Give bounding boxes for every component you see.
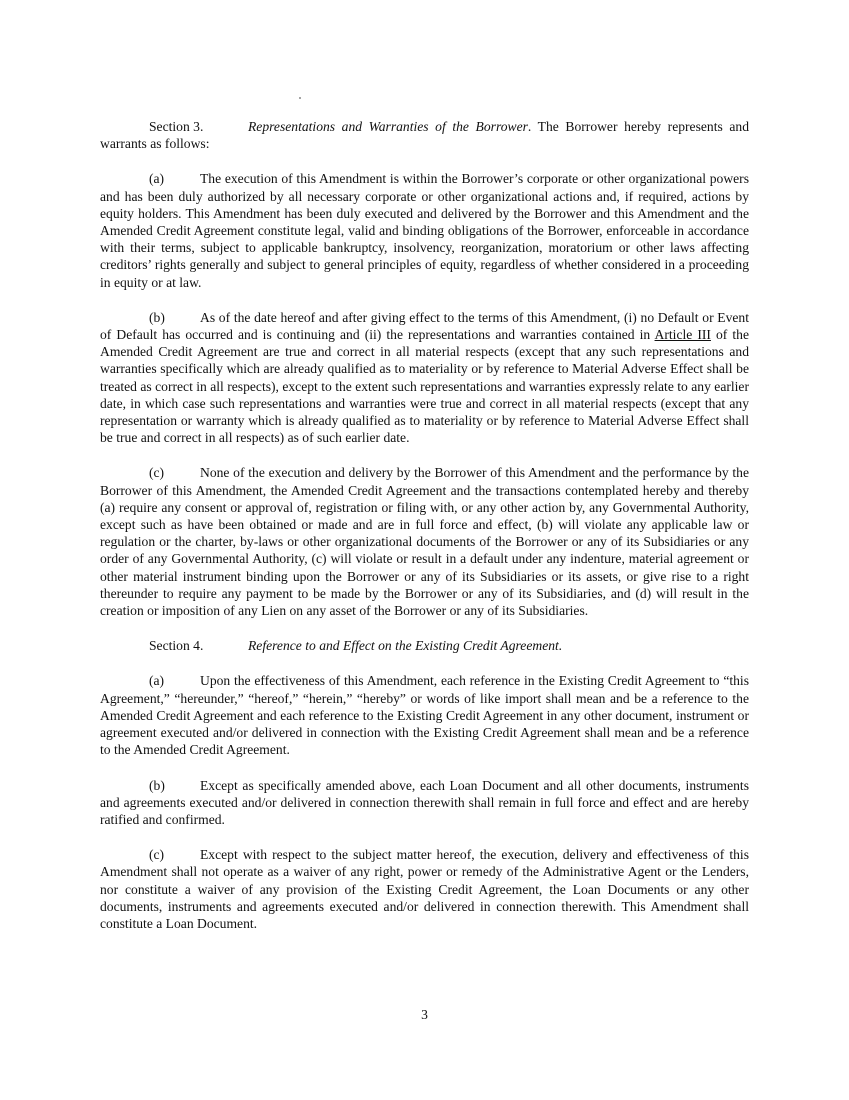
item-label: (c) [149,465,165,481]
section-4-number: Section 4. [149,638,204,654]
section-4-heading [100,637,749,654]
section-3-heading [100,118,749,152]
item-text: Except as specifically amended above, each Loan Document and all other documents, instruments and agreements executed and/or delivered in connection therewith shall remain in full force and effect and are hereby ratified and confirmed. [100,777,749,827]
item-label: (c) [149,847,165,863]
article-iii-reference: Article III [654,327,711,343]
item-text: Except with respect to the subject matter hereof, the execution, delivery and effectiveness of this Amendment shall not operate as a waiver of any right, power or remedy of the Administrative Agent or the Lenders, nor constitute a waiver of any provision of the Existing Credit Agreement, the Loan Documents or any other documents, instruments and agreements executed and/or delivered in connection therewith. This Amendment shall constitute a Loan Document. [100,847,749,931]
section-4-item-c [100,846,749,932]
section-3-item-b [100,309,749,447]
item-text: None of the execution and delivery by the Borrower of this Amendment and the performance by the Borrower of this Amendment, the Amended Credit Agreement and the transactions contemplated hereby and thereby (a) require any consent or approval of, registration or filing with, or any other action by, any Governmental Authority, except such as have been obtained or made and are in full force and effect, (b) will violate any applicable law or regulation or the charter, by-laws or other organizational documents of the Borrower or any of its Subsidiaries or any order of any Governmental Authority, (c) will violate or result in a default under any indenture, material agreement or other material instrument binding upon the Borrower or any of its Subsidiaries or its assets, or give rise to a right thereunder to require any payment to be made by the Borrower or any of its Subsidiaries, and (d) will result in the creation or imposition of any Lien on any asset of the Borrower or any of its Subsidiaries. [100,465,749,619]
section-4-title: Reference to and Effect on the Existing Credit Agreement [248,638,559,654]
item-label: (b) [149,777,165,793]
item-text-after-link: of the Amended Credit Agreement are true and correct in all material respects (except that any such representations and warranties specifically which are already qualified as to materiality or by reference to Material Adverse Effect shall be treated as correct in all respects), except to the extent such representations and warranties expressly relate to any earlier date, in which case such representations and warranties were true and correct in all material respects (except that any representation or warranty which is already qualified as to materiality or by reference to Material Adverse Effect shall be true and correct in all respects) as of such earlier date. [100,327,749,446]
item-text: Upon the effectiveness of this Amendment, each reference in the Existing Credit Agreement to “this Agreement,” “hereunder,” “hereof,” “herein,” “hereby” or words of like import shall mean and be a reference to the Amended Credit Agreement and each reference to the Existing Credit Agreement in any other document, instrument or agreement executed and/or delivered in connection with the Existing Credit Agreement shall mean and be a reference to the Amended Credit Agreement. [100,673,749,758]
document-page [100,118,749,950]
item-label: (a) [149,673,165,689]
section-3-item-a [100,170,749,290]
section-3-intro: . The Borrower hereby represents and warrants as follows: [100,119,749,152]
page-number: 3 [421,1007,428,1022]
item-text: The execution of this Amendment is within the Borrower’s corporate or other organizational powers and has been duly authorized by all necessary corporate or other organizational actions and, if required, actions by equity holders. This Amendment has been duly executed and delivered by the Borrower and this Amendment and the Amended Credit Agreement constitute legal, valid and binding obligations of the Borrower, enforceable in accordance with their terms, subject to applicable bankruptcy, insolvency, reorganization, moratorium or other laws affecting creditors’ rights generally and subject to general principles of equity, regardless of whether considered in a proceeding in equity or at law. [100,171,749,290]
item-label: (a) [149,171,165,187]
section-4-item-a [100,672,749,758]
section-3-title: Representations and Warranties of the Borrower [248,119,528,134]
section-4-item-b [100,777,749,829]
stray-dot-mark [299,97,301,99]
section-4-title-end: . [558,638,563,654]
section-3-item-c [100,464,749,619]
item-label: (b) [149,309,165,325]
section-3-number: Section 3. [149,119,204,134]
item-text-before-link: As of the date hereof and after giving effect to the terms of this Amendment, (i) no Default or Event of Default has occurred and is continuing and (ii) the representations and warranties contained in [100,309,749,343]
